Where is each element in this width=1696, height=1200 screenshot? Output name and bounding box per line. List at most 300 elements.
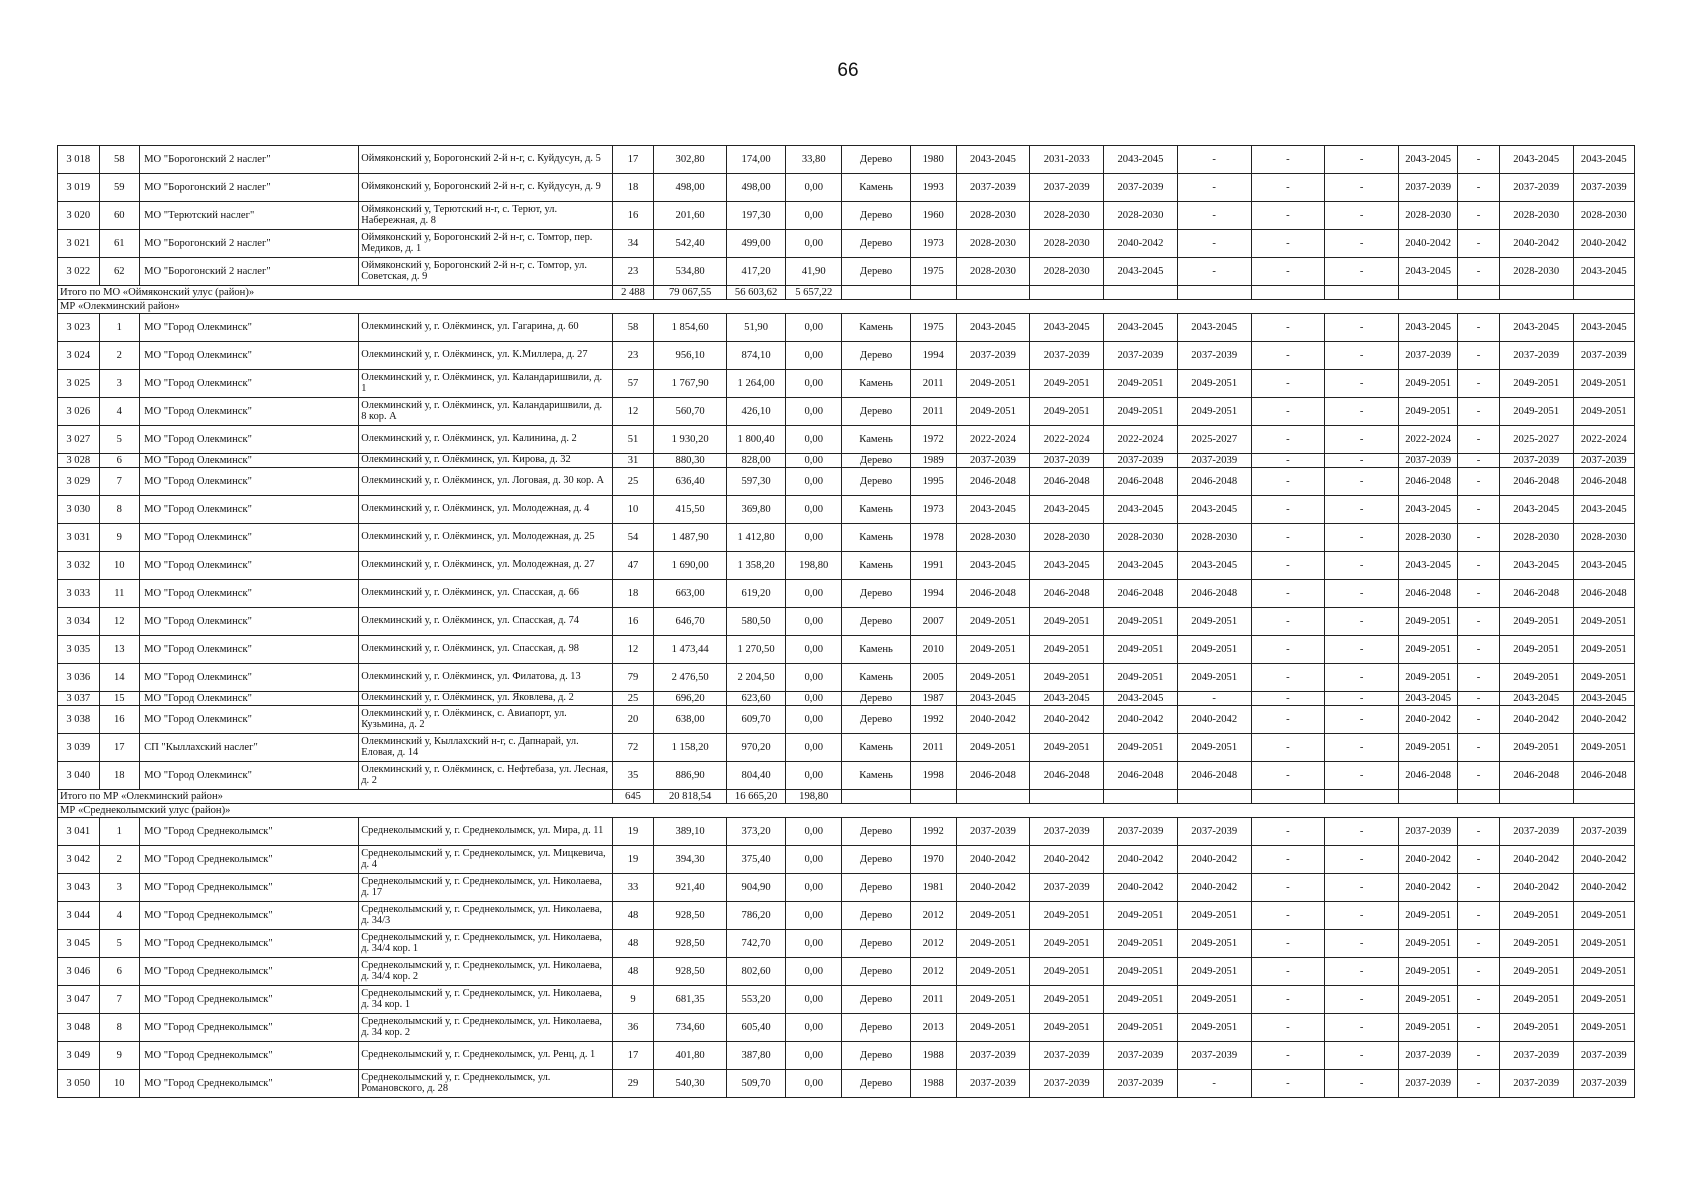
period-cell-10: 2049-2051 (1573, 734, 1634, 762)
period-cell-10: 2049-2051 (1573, 664, 1634, 692)
value-a-cell: 19 (612, 818, 654, 846)
period-cell-3: 2037-2039 (1104, 1070, 1178, 1098)
value-a-cell: 12 (612, 398, 654, 426)
address-cell: Олекминский у, г. Олёкминск, ул. Логовая, д. 30 кор. А (359, 468, 612, 496)
period-cell-8: - (1458, 370, 1500, 398)
address-cell: Олекминский у, г. Олёкминск, ул. Каландаришвили, д. 1 (359, 370, 612, 398)
period-cell-2: 2037-2039 (1030, 174, 1104, 202)
row-number-cell: 58 (99, 146, 140, 174)
row-id-cell: 3 044 (58, 902, 100, 930)
period-cell-9: 2049-2051 (1499, 636, 1573, 664)
value-c-cell: 904,90 (726, 874, 785, 902)
empty-cell (1573, 790, 1634, 804)
section-title: МР «Среднеколымский улус (район)» (58, 804, 1635, 818)
value-c-cell: 1 270,50 (726, 636, 785, 664)
municipality-cell: МО "Город Олекминск" (140, 552, 359, 580)
period-cell-7: 2049-2051 (1399, 986, 1458, 1014)
period-cell-10: 2037-2039 (1573, 342, 1634, 370)
value-d-cell: 0,00 (786, 608, 842, 636)
table-row (58, 762, 1635, 790)
period-cell-4: - (1177, 146, 1251, 174)
period-cell-9: 2043-2045 (1499, 496, 1573, 524)
year-cell: 2007 (910, 608, 956, 636)
period-cell-4: 2049-2051 (1177, 664, 1251, 692)
period-cell-9: 2037-2039 (1499, 1042, 1573, 1070)
period-cell-7: 2046-2048 (1399, 762, 1458, 790)
year-cell: 1992 (910, 818, 956, 846)
period-cell-4: 2043-2045 (1177, 314, 1251, 342)
municipality-cell: МО "Город Олекминск" (140, 706, 359, 734)
period-cell-10: 2040-2042 (1573, 874, 1634, 902)
period-cell-5: - (1251, 762, 1325, 790)
period-cell-4: 2037-2039 (1177, 342, 1251, 370)
period-cell-3: 2043-2045 (1104, 146, 1178, 174)
municipality-cell: МО "Город Среднеколымск" (140, 1042, 359, 1070)
period-cell-4: 2049-2051 (1177, 958, 1251, 986)
row-number-cell: 12 (99, 608, 140, 636)
period-cell-4: - (1177, 1070, 1251, 1098)
period-cell-8: - (1458, 398, 1500, 426)
period-cell-7: 2043-2045 (1399, 146, 1458, 174)
year-cell: 2010 (910, 636, 956, 664)
table-row (58, 958, 1635, 986)
empty-cell (1399, 286, 1458, 300)
period-cell-7: 2049-2051 (1399, 636, 1458, 664)
value-a-cell: 16 (612, 608, 654, 636)
value-d-cell: 0,00 (786, 1014, 842, 1042)
value-b-cell: 2 476,50 (654, 664, 727, 692)
period-cell-4: 2040-2042 (1177, 706, 1251, 734)
period-cell-10: 2043-2045 (1573, 258, 1634, 286)
row-id-cell: 3 021 (58, 230, 100, 258)
value-a-cell: 17 (612, 146, 654, 174)
period-cell-5: - (1251, 734, 1325, 762)
period-cell-3: 2043-2045 (1104, 258, 1178, 286)
period-cell-4: - (1177, 202, 1251, 230)
period-cell-4: 2037-2039 (1177, 818, 1251, 846)
period-cell-3: 2037-2039 (1104, 818, 1178, 846)
period-cell-3: 2040-2042 (1104, 846, 1178, 874)
period-cell-1: 2049-2051 (956, 902, 1030, 930)
row-number-cell: 17 (99, 734, 140, 762)
row-number-cell: 4 (99, 902, 140, 930)
period-cell-10: 2040-2042 (1573, 230, 1634, 258)
period-cell-4: 2025-2027 (1177, 426, 1251, 454)
table-row (58, 846, 1635, 874)
value-d-cell: 0,00 (786, 636, 842, 664)
municipality-cell: МО "Город Среднеколымск" (140, 986, 359, 1014)
value-c-cell: 597,30 (726, 468, 785, 496)
period-cell-4: 2049-2051 (1177, 930, 1251, 958)
value-d-cell: 0,00 (786, 370, 842, 398)
period-cell-10: 2037-2039 (1573, 174, 1634, 202)
value-b-cell: 498,00 (654, 174, 727, 202)
value-a-cell: 23 (612, 342, 654, 370)
municipality-cell: МО "Город Среднеколымск" (140, 1070, 359, 1098)
period-cell-1: 2043-2045 (956, 146, 1030, 174)
period-cell-6: - (1325, 552, 1399, 580)
housing-register-table (57, 145, 1635, 1098)
period-cell-5: - (1251, 552, 1325, 580)
period-cell-2: 2049-2051 (1030, 636, 1104, 664)
value-b-cell: 389,10 (654, 818, 727, 846)
period-cell-9: 2046-2048 (1499, 580, 1573, 608)
period-cell-8: - (1458, 342, 1500, 370)
period-cell-3: 2049-2051 (1104, 930, 1178, 958)
total-c-cell: 56 603,62 (726, 286, 785, 300)
period-cell-8: - (1458, 258, 1500, 286)
value-a-cell: 58 (612, 314, 654, 342)
municipality-cell: МО "Город Олекминск" (140, 664, 359, 692)
period-cell-9: 2025-2027 (1499, 426, 1573, 454)
address-cell: Олекминский у, г. Олёкминск, ул. Спасская, д. 74 (359, 608, 612, 636)
period-cell-6: - (1325, 398, 1399, 426)
row-id-cell: 3 028 (58, 454, 100, 468)
period-cell-8: - (1458, 1042, 1500, 1070)
row-number-cell: 5 (99, 426, 140, 454)
value-d-cell: 0,00 (786, 468, 842, 496)
period-cell-8: - (1458, 762, 1500, 790)
period-cell-6: - (1325, 692, 1399, 706)
period-cell-6: - (1325, 342, 1399, 370)
period-cell-3: 2049-2051 (1104, 1014, 1178, 1042)
period-cell-4: 2037-2039 (1177, 454, 1251, 468)
table-row (58, 706, 1635, 734)
value-d-cell: 0,00 (786, 986, 842, 1014)
period-cell-4: 2049-2051 (1177, 986, 1251, 1014)
period-cell-5: - (1251, 874, 1325, 902)
table-row (58, 314, 1635, 342)
period-cell-6: - (1325, 986, 1399, 1014)
row-number-cell: 4 (99, 398, 140, 426)
period-cell-7: 2049-2051 (1399, 608, 1458, 636)
period-cell-10: 2049-2051 (1573, 958, 1634, 986)
period-cell-1: 2040-2042 (956, 706, 1030, 734)
row-number-cell: 8 (99, 496, 140, 524)
row-number-cell: 15 (99, 692, 140, 706)
period-cell-10: 2040-2042 (1573, 846, 1634, 874)
year-cell: 2011 (910, 398, 956, 426)
period-cell-6: - (1325, 202, 1399, 230)
total-a-cell: 645 (612, 790, 654, 804)
period-cell-7: 2037-2039 (1399, 454, 1458, 468)
period-cell-3: 2049-2051 (1104, 398, 1178, 426)
empty-cell (1499, 286, 1573, 300)
municipality-cell: МО "Город Среднеколымск" (140, 846, 359, 874)
period-cell-3: 2040-2042 (1104, 230, 1178, 258)
period-cell-7: 2040-2042 (1399, 874, 1458, 902)
year-cell: 1972 (910, 426, 956, 454)
total-row (58, 286, 1635, 300)
row-id-cell: 3 018 (58, 146, 100, 174)
municipality-cell: МО "Город Олекминск" (140, 524, 359, 552)
period-cell-10: 2049-2051 (1573, 398, 1634, 426)
period-cell-5: - (1251, 258, 1325, 286)
value-d-cell: 0,00 (786, 1042, 842, 1070)
address-cell: Среднеколымский у, г. Среднеколымск, ул. Романовского, д. 28 (359, 1070, 612, 1098)
row-id-cell: 3 027 (58, 426, 100, 454)
value-b-cell: 201,60 (654, 202, 727, 230)
row-id-cell: 3 023 (58, 314, 100, 342)
municipality-cell: МО "Город Олекминск" (140, 370, 359, 398)
value-c-cell: 373,20 (726, 818, 785, 846)
value-b-cell: 880,30 (654, 454, 727, 468)
address-cell: Оймяконский у, Борогонский 2-й н-г, с. Томтор, ул. Советская, д. 9 (359, 258, 612, 286)
period-cell-7: 2049-2051 (1399, 664, 1458, 692)
address-cell: Оймяконский у, Борогонский 2-й н-г, с. Томтор, пер. Медиков, д. 1 (359, 230, 612, 258)
period-cell-7: 2049-2051 (1399, 930, 1458, 958)
value-b-cell: 1 930,20 (654, 426, 727, 454)
value-c-cell: 1 264,00 (726, 370, 785, 398)
period-cell-7: 2043-2045 (1399, 692, 1458, 706)
row-number-cell: 2 (99, 342, 140, 370)
material-cell: Дерево (842, 454, 911, 468)
period-cell-3: 2040-2042 (1104, 706, 1178, 734)
period-cell-7: 2046-2048 (1399, 580, 1458, 608)
value-a-cell: 9 (612, 986, 654, 1014)
table-row (58, 664, 1635, 692)
value-d-cell: 0,00 (786, 174, 842, 202)
period-cell-4: 2046-2048 (1177, 762, 1251, 790)
period-cell-1: 2037-2039 (956, 1070, 1030, 1098)
value-d-cell: 0,00 (786, 692, 842, 706)
municipality-cell: МО "Город Олекминск" (140, 496, 359, 524)
period-cell-7: 2028-2030 (1399, 524, 1458, 552)
period-cell-2: 2046-2048 (1030, 762, 1104, 790)
value-d-cell: 0,00 (786, 426, 842, 454)
period-cell-5: - (1251, 454, 1325, 468)
value-c-cell: 197,30 (726, 202, 785, 230)
period-cell-6: - (1325, 524, 1399, 552)
period-cell-9: 2046-2048 (1499, 762, 1573, 790)
address-cell: Олекминский у, Кыллахский н-г, с. Дапнарай, ул. Еловая, д. 14 (359, 734, 612, 762)
municipality-cell: МО "Город Среднеколымск" (140, 818, 359, 846)
period-cell-8: - (1458, 314, 1500, 342)
period-cell-2: 2049-2051 (1030, 958, 1104, 986)
period-cell-3: 2046-2048 (1104, 468, 1178, 496)
period-cell-2: 2031-2033 (1030, 146, 1104, 174)
period-cell-1: 2028-2030 (956, 258, 1030, 286)
table-row (58, 636, 1635, 664)
empty-cell (1177, 286, 1251, 300)
municipality-cell: МО "Город Олекминск" (140, 636, 359, 664)
period-cell-10: 2049-2051 (1573, 608, 1634, 636)
period-cell-2: 2043-2045 (1030, 496, 1104, 524)
value-b-cell: 415,50 (654, 496, 727, 524)
value-d-cell: 33,80 (786, 146, 842, 174)
period-cell-4: - (1177, 258, 1251, 286)
material-cell: Дерево (842, 706, 911, 734)
period-cell-6: - (1325, 258, 1399, 286)
table-row (58, 230, 1635, 258)
value-c-cell: 605,40 (726, 1014, 785, 1042)
value-d-cell: 0,00 (786, 580, 842, 608)
material-cell: Дерево (842, 608, 911, 636)
period-cell-8: - (1458, 496, 1500, 524)
period-cell-1: 2049-2051 (956, 734, 1030, 762)
period-cell-9: 2049-2051 (1499, 930, 1573, 958)
value-a-cell: 47 (612, 552, 654, 580)
period-cell-5: - (1251, 1070, 1325, 1098)
period-cell-6: - (1325, 958, 1399, 986)
value-c-cell: 580,50 (726, 608, 785, 636)
period-cell-1: 2037-2039 (956, 1042, 1030, 1070)
value-a-cell: 20 (612, 706, 654, 734)
period-cell-1: 2046-2048 (956, 468, 1030, 496)
municipality-cell: МО "Город Среднеколымск" (140, 930, 359, 958)
period-cell-5: - (1251, 370, 1325, 398)
value-c-cell: 742,70 (726, 930, 785, 958)
year-cell: 1980 (910, 146, 956, 174)
value-c-cell: 970,20 (726, 734, 785, 762)
year-cell: 1975 (910, 314, 956, 342)
empty-cell (842, 286, 911, 300)
period-cell-8: - (1458, 930, 1500, 958)
empty-cell (1030, 286, 1104, 300)
total-row (58, 790, 1635, 804)
period-cell-10: 2037-2039 (1573, 818, 1634, 846)
row-id-cell: 3 038 (58, 706, 100, 734)
period-cell-2: 2049-2051 (1030, 398, 1104, 426)
year-cell: 2005 (910, 664, 956, 692)
row-id-cell: 3 040 (58, 762, 100, 790)
row-number-cell: 1 (99, 314, 140, 342)
table-row (58, 986, 1635, 1014)
year-cell: 2012 (910, 958, 956, 986)
period-cell-4: 2046-2048 (1177, 580, 1251, 608)
table-row (58, 552, 1635, 580)
row-id-cell: 3 041 (58, 818, 100, 846)
material-cell: Камень (842, 552, 911, 580)
empty-cell (1458, 790, 1500, 804)
empty-cell (956, 790, 1030, 804)
period-cell-9: 2043-2045 (1499, 146, 1573, 174)
period-cell-1: 2049-2051 (956, 608, 1030, 636)
value-c-cell: 2 204,50 (726, 664, 785, 692)
table-row (58, 258, 1635, 286)
row-number-cell: 6 (99, 454, 140, 468)
value-d-cell: 0,00 (786, 734, 842, 762)
year-cell: 1960 (910, 202, 956, 230)
value-c-cell: 804,40 (726, 762, 785, 790)
value-b-cell: 734,60 (654, 1014, 727, 1042)
period-cell-6: - (1325, 314, 1399, 342)
period-cell-10: 2049-2051 (1573, 636, 1634, 664)
row-number-cell: 60 (99, 202, 140, 230)
period-cell-1: 2043-2045 (956, 314, 1030, 342)
period-cell-5: - (1251, 524, 1325, 552)
period-cell-1: 2043-2045 (956, 692, 1030, 706)
value-d-cell: 0,00 (786, 398, 842, 426)
row-id-cell: 3 050 (58, 1070, 100, 1098)
row-number-cell: 59 (99, 174, 140, 202)
period-cell-9: 2049-2051 (1499, 958, 1573, 986)
row-number-cell: 62 (99, 258, 140, 286)
year-cell: 1973 (910, 496, 956, 524)
year-cell: 2011 (910, 734, 956, 762)
period-cell-5: - (1251, 902, 1325, 930)
municipality-cell: МО "Город Олекминск" (140, 468, 359, 496)
period-cell-6: - (1325, 146, 1399, 174)
period-cell-5: - (1251, 608, 1325, 636)
value-d-cell: 41,90 (786, 258, 842, 286)
address-cell: Олекминский у, г. Олёкминск, ул. К.Миллера, д. 27 (359, 342, 612, 370)
period-cell-8: - (1458, 986, 1500, 1014)
period-cell-5: - (1251, 664, 1325, 692)
period-cell-7: 2037-2039 (1399, 342, 1458, 370)
period-cell-2: 2028-2030 (1030, 258, 1104, 286)
row-number-cell: 8 (99, 1014, 140, 1042)
period-cell-1: 2028-2030 (956, 524, 1030, 552)
row-number-cell: 10 (99, 552, 140, 580)
year-cell: 1988 (910, 1070, 956, 1098)
period-cell-1: 2037-2039 (956, 454, 1030, 468)
year-cell: 1995 (910, 468, 956, 496)
empty-cell (956, 286, 1030, 300)
period-cell-4: 2049-2051 (1177, 608, 1251, 636)
material-cell: Дерево (842, 986, 911, 1014)
row-number-cell: 6 (99, 958, 140, 986)
value-b-cell: 636,40 (654, 468, 727, 496)
value-a-cell: 54 (612, 524, 654, 552)
period-cell-7: 2037-2039 (1399, 174, 1458, 202)
value-c-cell: 619,20 (726, 580, 785, 608)
value-d-cell: 0,00 (786, 818, 842, 846)
period-cell-8: - (1458, 230, 1500, 258)
municipality-cell: МО "Город Олекминск" (140, 398, 359, 426)
address-cell: Олекминский у, г. Олёкминск, ул. Спасская, д. 98 (359, 636, 612, 664)
value-b-cell: 646,70 (654, 608, 727, 636)
municipality-cell: МО "Город Среднеколымск" (140, 1014, 359, 1042)
row-id-cell: 3 025 (58, 370, 100, 398)
address-cell: Оймяконский у, Борогонский 2-й н-г, с. Куйдусун, д. 5 (359, 146, 612, 174)
period-cell-5: - (1251, 146, 1325, 174)
row-id-cell: 3 019 (58, 174, 100, 202)
value-d-cell: 0,00 (786, 524, 842, 552)
empty-cell (1251, 790, 1325, 804)
value-a-cell: 79 (612, 664, 654, 692)
address-cell: Олекминский у, г. Олёкминск, ул. Молодежная, д. 25 (359, 524, 612, 552)
value-a-cell: 34 (612, 230, 654, 258)
value-b-cell: 1 487,90 (654, 524, 727, 552)
row-number-cell: 61 (99, 230, 140, 258)
period-cell-4: 2037-2039 (1177, 1042, 1251, 1070)
section-header-row (58, 300, 1635, 314)
period-cell-5: - (1251, 496, 1325, 524)
row-id-cell: 3 039 (58, 734, 100, 762)
material-cell: Дерево (842, 1070, 911, 1098)
value-a-cell: 18 (612, 174, 654, 202)
table-row (58, 692, 1635, 706)
table-row (58, 468, 1635, 496)
period-cell-7: 2040-2042 (1399, 706, 1458, 734)
row-number-cell: 2 (99, 846, 140, 874)
row-number-cell: 7 (99, 468, 140, 496)
period-cell-9: 2040-2042 (1499, 230, 1573, 258)
period-cell-5: - (1251, 818, 1325, 846)
total-d-cell: 198,80 (786, 790, 842, 804)
row-id-cell: 3 030 (58, 496, 100, 524)
municipality-cell: МО "Город Среднеколымск" (140, 958, 359, 986)
table-row (58, 454, 1635, 468)
period-cell-1: 2049-2051 (956, 958, 1030, 986)
municipality-cell: МО "Город Олекминск" (140, 342, 359, 370)
row-number-cell: 1 (99, 818, 140, 846)
period-cell-9: 2037-2039 (1499, 342, 1573, 370)
address-cell: Среднеколымский у, г. Среднеколымск, ул. Николаева, д. 34 кор. 1 (359, 986, 612, 1014)
period-cell-3: 2049-2051 (1104, 986, 1178, 1014)
address-cell: Олекминский у, г. Олёкминск, ул. Спасская, д. 66 (359, 580, 612, 608)
